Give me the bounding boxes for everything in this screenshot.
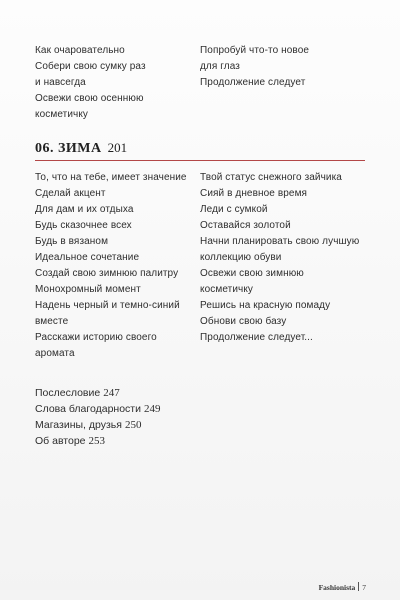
chapter-page-number: 201 [107,140,128,155]
running-title: Fashionista [318,583,356,592]
folio-page-number: 7 [362,583,366,592]
toc-entry: Будь в вязаном [35,236,109,247]
toc-entry: для глаз [200,61,240,72]
toc-entry: Леди с сумкой [200,204,268,215]
toc-entry: Решись на красную помаду [200,300,331,311]
toc-entry-shops [35,417,160,433]
toc-entry-label: Послесловие [35,387,101,399]
chapter-heading-winter [35,140,365,162]
toc-entry: Создай свою зимнюю палитру [35,268,179,279]
footer-divider [358,582,359,591]
toc-entry: Обнови свою базу [200,316,287,327]
toc-entry-page: 247 [103,387,120,399]
toc-entry-label: Слова благодарности [35,403,141,415]
toc-entry: Продолжение следует... [200,332,313,343]
toc-entry-about-author [35,433,160,449]
toc-entry: аромата [35,348,75,359]
toc-entry: косметичку [35,109,89,120]
toc-entry-acknowledgements [35,401,160,417]
toc-entry-page: 249 [143,403,161,415]
toc-entry: косметичку [200,284,254,295]
toc-entry: Продолжение следует [200,77,306,88]
chapter-divider [35,160,365,161]
toc-entry: и навсегда [35,77,86,88]
toc-autumn-right-column [200,43,309,91]
chapter-title: 06. ЗИМА [35,141,102,156]
toc-entry: Для дам и их отдыха [35,204,134,215]
toc-entry: Попробуй что-то новое [200,45,310,56]
toc-winter-right-column [200,170,359,346]
page-footer [319,582,366,592]
toc-entry: То, что на тебе, имеет значение [35,172,187,183]
toc-entry: Расскажи историю своего [35,332,157,343]
toc-entry-page: 250 [124,419,142,431]
toc-entry: Надень черный и темно-синий [35,300,180,311]
toc-autumn-left-column [35,43,146,123]
toc-entry: Будь сказочнее всех [35,220,132,231]
toc-entry: Твой статус снежного зайчика [200,172,342,183]
toc-entry: Сияй в дневное время [200,188,308,199]
toc-entry: Идеальное сочетание [35,252,140,263]
toc-entry: Сделай акцент [35,188,106,199]
toc-entry-afterword [35,385,160,401]
toc-entry: Освежи свою осеннюю [35,93,144,104]
toc-entry-label: Об авторе [35,435,86,447]
toc-entry: Собери свою сумку раз [35,61,146,72]
toc-backmatter [35,385,160,449]
toc-entry: Монохромный момент [35,284,141,295]
toc-entry: коллекцию обуви [200,252,282,263]
toc-entry-label: Магазины, друзья [35,419,122,431]
toc-entry: Освежи свою зимнюю [200,268,304,279]
toc-entry: Начни планировать свою лучшую [200,236,360,247]
toc-winter-left-column [35,170,187,362]
toc-entry: Оставайся золотой [200,220,291,231]
toc-entry-page: 253 [88,435,105,447]
toc-entry: вместе [35,316,69,327]
toc-entry: Как очаровательно [35,45,125,56]
